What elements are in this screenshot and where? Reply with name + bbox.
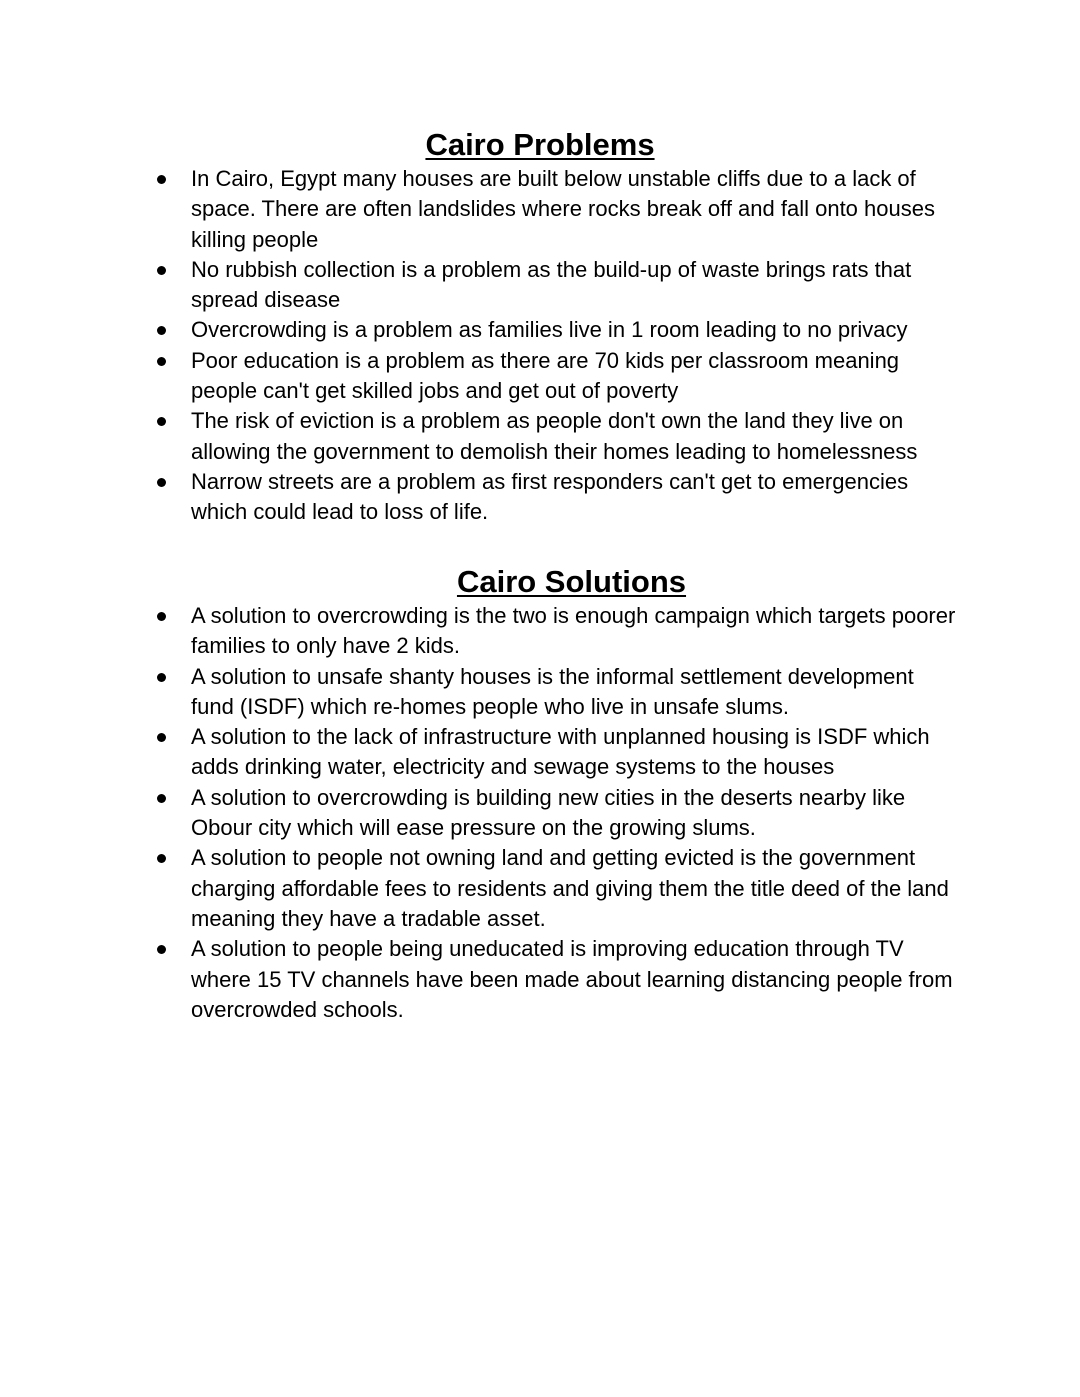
problems-list bbox=[0, 164, 1080, 528]
list-item bbox=[0, 255, 961, 316]
bullet-icon bbox=[157, 854, 166, 863]
list-item-text: A solution to the lack of infrastructure with unplanned housing is ISDF which adds drinking water, electricity and sewage systems to the houses bbox=[191, 724, 930, 780]
list-item-text: No rubbish collection is a problem as the build-up of waste brings rats that spread disease bbox=[191, 256, 912, 313]
bullet-icon bbox=[157, 733, 166, 742]
solutions-heading: Cairo Solutions bbox=[456, 564, 687, 599]
solutions-section bbox=[0, 563, 1080, 1025]
bullet-icon bbox=[157, 945, 166, 954]
list-item bbox=[0, 346, 961, 407]
list-item-text: Narrow streets are a problem as first responders can't get to emergencies which could lead to loss of life. bbox=[191, 468, 909, 525]
list-item-text: A solution to people not owning land and getting evicted is the government charging affordable fees to residents and giving them the title deed of the land meaning they have a tradable asset. bbox=[191, 845, 949, 931]
list-item bbox=[0, 406, 961, 467]
bullet-icon bbox=[157, 326, 166, 335]
bullet-icon bbox=[157, 673, 166, 682]
list-item-text: A solution to overcrowding is the two is enough campaign which targets poorer families to only have 2 kids. bbox=[191, 603, 956, 659]
list-item-text: A solution to unsafe shanty houses is the informal settlement development fund (ISDF) which re-homes people who live in unsafe slums. bbox=[191, 663, 914, 719]
bullet-icon bbox=[157, 175, 166, 184]
list-item bbox=[0, 315, 961, 345]
bullet-icon bbox=[157, 266, 166, 275]
list-item-text: A solution to people being uneducated is improving education through TV where 15 TV channels have been made about learning distancing people from overcrowded schools. bbox=[191, 936, 953, 1022]
list-item-text: The risk of eviction is a problem as people don't own the land they live on allowing the government to demolish their homes leading to homelessness bbox=[191, 408, 918, 464]
list-item-text: Overcrowding is a problem as families live in 1 room leading to no privacy bbox=[191, 317, 908, 343]
list-item bbox=[0, 164, 961, 255]
list-item-text: Poor education is a problem as there are 70 kids per classroom meaning people can't get skilled jobs and get out of poverty bbox=[191, 347, 900, 404]
bullet-icon bbox=[157, 357, 166, 366]
bullet-icon bbox=[157, 794, 166, 803]
list-item bbox=[0, 467, 961, 528]
bullet-icon bbox=[157, 612, 166, 621]
list-item bbox=[0, 601, 961, 662]
list-item-text: A solution to overcrowding is building new cities in the deserts nearby like Obour city which will ease pressure on the growing slums. bbox=[191, 784, 906, 841]
bullet-icon bbox=[157, 478, 166, 487]
list-item bbox=[0, 783, 961, 844]
bullet-icon bbox=[157, 417, 166, 426]
problems-section bbox=[0, 126, 1080, 528]
list-item bbox=[0, 843, 961, 934]
solutions-list bbox=[0, 601, 1080, 1025]
list-item-text: In Cairo, Egypt many houses are built below unstable cliffs due to a lack of space. There are often landslides where rocks break off and fall onto houses killing people bbox=[191, 166, 935, 252]
problems-heading: Cairo Problems bbox=[425, 127, 655, 162]
list-item bbox=[0, 934, 961, 1025]
list-item bbox=[0, 662, 961, 723]
list-item bbox=[0, 722, 961, 783]
